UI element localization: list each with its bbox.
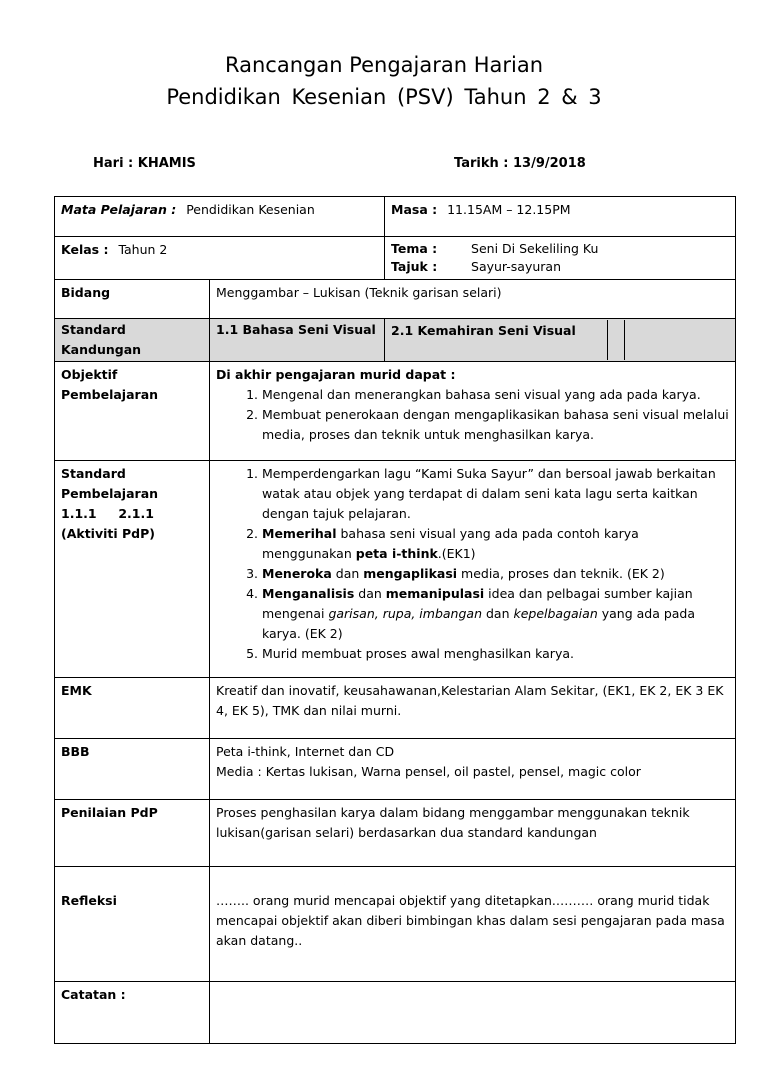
sp-item-3-d: media, proses dan teknik. (EK 2): [457, 566, 665, 581]
sp-item-4-b: dan: [354, 586, 386, 601]
sp-item-4-c: memanipulasi: [385, 586, 485, 601]
tajuk-value: Sayur-sayuran: [471, 259, 561, 274]
sp-item-4-h: yang ada pada karya. (EK 2): [262, 606, 696, 641]
tema-value: Seni Di Sekeliling Ku: [471, 241, 599, 256]
refleksi-value: …….. orang murid mencapai objektif yang ditetapkan.……… orang murid tidak mencapai objektif akan diberi bimbingan khas dalam sesi pengajaran pada masa akan datang..: [210, 867, 736, 982]
row-mata-pelajaran: [55, 197, 736, 237]
sk-item-1: 1.1 Bahasa Seni Visual: [210, 319, 385, 362]
bidang-label: Bidang: [55, 280, 210, 319]
sp-item-2: [262, 524, 729, 564]
objektif-item-2: 2. Membuat penerokaan dengan mengaplikasikan bahasa seni visual melalui media, proses dan teknik untuk menghasilkan karya.: [262, 405, 729, 445]
sp-item-4-a: Menganalisis: [262, 586, 355, 601]
bbb-line-1: Peta i-think, Internet dan CD: [216, 744, 395, 759]
sp-label-3: 1.1.1 2.1.1: [61, 506, 154, 521]
sk-empty-1: [608, 320, 625, 360]
objektif-label-1: Objektif: [61, 367, 118, 382]
sp-item-3-a: Meneroka: [262, 566, 332, 581]
bbb-value-cell: [210, 739, 736, 800]
document-title: Rancangan Pengajaran Harian: [224, 53, 544, 77]
row-bidang: [55, 280, 736, 319]
bidang-value: Menggambar – Lukisan (Teknik garisan selari): [210, 280, 736, 319]
tema-label: Tema :: [391, 241, 438, 256]
sp-item-3-b: dan: [331, 566, 364, 581]
objektif-list: [216, 385, 729, 445]
row-objektif: [55, 362, 736, 461]
sp-item-2-c: peta i-think: [355, 546, 438, 561]
sp-label-4: (Aktiviti PdP): [61, 526, 155, 541]
catatan-label: Catatan :: [55, 982, 210, 1044]
lesson-plan-table: [54, 196, 736, 1044]
sp-label-1: Standard: [61, 466, 126, 481]
objektif-intro: Di akhir pengajaran murid dapat :: [216, 367, 456, 382]
mata-pelajaran-cell: [55, 197, 385, 237]
sp-item-4-d: idea dan pelbagai sumber kajian mengenai: [262, 586, 693, 621]
kelas-value: Tahun 2: [118, 242, 168, 257]
sp-item-4: [262, 584, 729, 644]
sp-item-3: [262, 564, 729, 584]
row-bbb: [55, 739, 736, 800]
sk-item-2-cell: [385, 319, 736, 362]
sp-label-2: Pembelajaran: [61, 486, 159, 501]
sp-label-cell: [55, 461, 210, 678]
sk-item-2: 2.1 Kemahiran Seni Visual: [385, 320, 608, 360]
mata-pelajaran-value: Pendidikan Kesenian: [186, 202, 315, 217]
sp-value-cell: [210, 461, 736, 678]
hari-field: Hari : KHAMIS: [93, 156, 196, 171]
mata-pelajaran-label: Mata Pelajaran :: [61, 202, 177, 217]
sp-item-2-a: Memerihal: [262, 526, 337, 541]
penilaian-value: Proses penghasilan karya dalam bidang menggambar menggunakan teknik lukisan(garisan selari) berdasarkan dua standard kandungan: [210, 800, 736, 867]
bbb-line-2: Media : Kertas lukisan, Warna pensel, oil pastel, pensel, magic color: [216, 764, 641, 779]
masa-cell: [385, 197, 736, 237]
objektif-label-cell: [55, 362, 210, 461]
row-standard-kandungan: [55, 319, 736, 362]
tarikh-field: Tarikh : 13/9/2018: [454, 156, 586, 171]
sp-item-2-b: bahasa seni visual yang ada pada contoh karya menggunakan: [262, 526, 639, 561]
tema-tajuk-cell: [385, 237, 736, 280]
kelas-cell: [55, 237, 385, 280]
masa-label: Masa :: [391, 202, 438, 217]
catatan-value: [210, 982, 736, 1044]
row-catatan: [55, 982, 736, 1044]
objektif-item-1: 1. Mengenal dan menerangkan bahasa seni visual yang ada pada karya.: [262, 385, 729, 405]
kelas-label: Kelas :: [61, 242, 109, 257]
row-refleksi: [55, 867, 736, 982]
emk-label: EMK: [55, 678, 210, 739]
sp-item-4-f: dan: [482, 606, 514, 621]
row-penilaian: [55, 800, 736, 867]
masa-value: 11.15AM – 12.15PM: [447, 202, 571, 217]
sp-item-2-d: .(EK1): [437, 546, 476, 561]
sp-item-4-g: kepelbagaian: [513, 606, 598, 621]
sp-item-5: 5. Murid membuat proses awal menghasilkan karya.: [262, 644, 729, 664]
emk-value: Kreatif dan inovatif, keusahawanan,Kelestarian Alam Sekitar, (EK1, EK 2, EK 3 EK 4, EK 5), TMK dan nilai murni.: [210, 678, 736, 739]
penilaian-label: Penilaian PdP: [55, 800, 210, 867]
sk-empty-2: [625, 320, 637, 360]
sp-item-1: 1. Memperdengarkan lagu “Kami Suka Sayur” dan bersoal jawab berkaitan watak atau objek yang terdapat di dalam seni kata lagu serta kaitkan dengan tajuk pelajaran.: [262, 464, 729, 524]
tajuk-label: Tajuk :: [391, 259, 438, 274]
refleksi-label: Refleksi: [55, 867, 210, 982]
sk-label: Standard Kandungan: [55, 319, 210, 362]
bbb-label: BBB: [55, 739, 210, 800]
document-subtitle: Pendidikan Kesenian (PSV) Tahun 2 & 3: [166, 85, 602, 109]
sp-item-4-e: garisan, rupa, imbangan: [328, 606, 482, 621]
sp-list: [216, 464, 729, 664]
row-kelas: [55, 237, 736, 280]
row-emk: [55, 678, 736, 739]
sp-item-3-c: mengaplikasi: [363, 566, 458, 581]
row-standard-pembelajaran: [55, 461, 736, 678]
objektif-value-cell: [210, 362, 736, 461]
objektif-label-2: Pembelajaran: [61, 387, 159, 402]
